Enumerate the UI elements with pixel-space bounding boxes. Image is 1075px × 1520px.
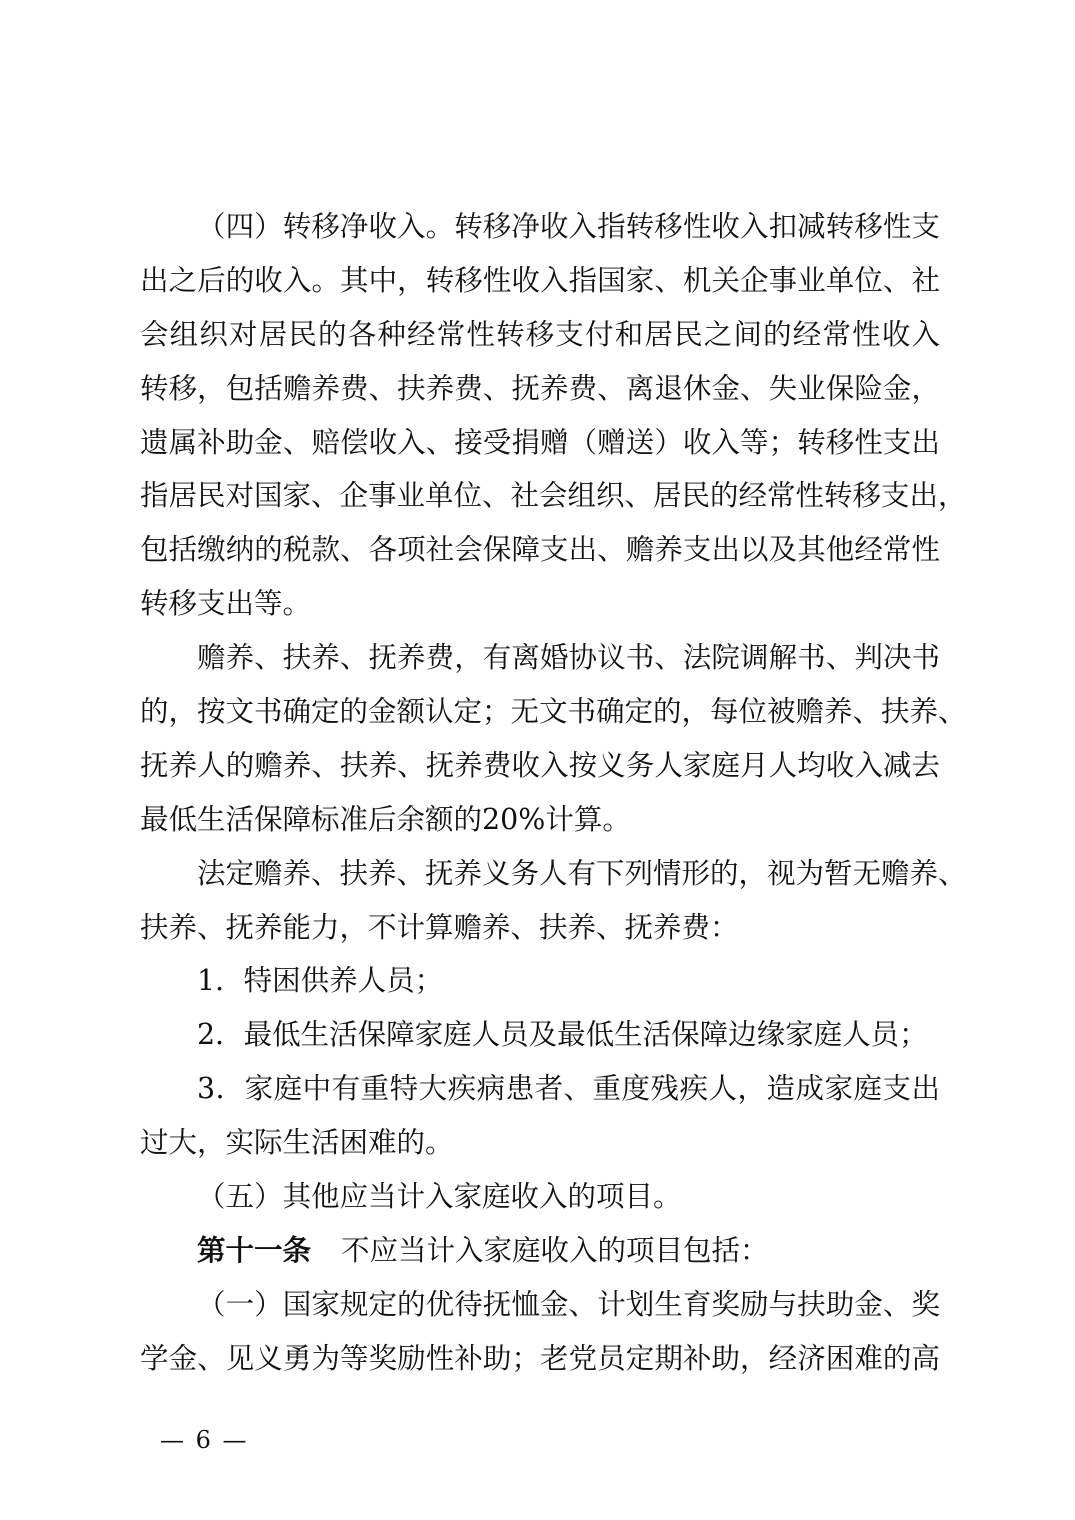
paragraph-line: 指居民对国家、企事业单位、社会组织、居民的经常性转移支出， — [140, 479, 967, 513]
paragraph-line: 过大，实际生活困难的。 — [140, 1126, 454, 1160]
paragraph-line: 转移，包括赡养费、扶养费、抚养费、离退休金、失业保险金， — [140, 371, 940, 405]
paragraph-line: 会组织对居民的各种经常性转移支付和居民之间的经常性收入 — [140, 317, 940, 351]
paragraph-line: （五）其他应当计入家庭收入的项目。 — [197, 1180, 682, 1214]
paragraph-line: 转移支出等。 — [140, 587, 312, 621]
paragraph-line: 最低生活保障标准后余额的20%计算。 — [140, 802, 631, 836]
article-heading: 第十一条 — [197, 1232, 312, 1267]
list-item: 3．家庭中有重特大疾病患者、重度残疾人，造成家庭支出 — [197, 1072, 940, 1106]
paragraph-line: 扶养、抚养能力，不计算赡养、扶养、抚养费： — [140, 910, 739, 944]
paragraph-line: （一）国家规定的优待抚恤金、计划生育奖励与扶助金、奖 — [197, 1287, 940, 1321]
list-item: 2．最低生活保障家庭人员及最低生活保障边缘家庭人员； — [197, 1018, 928, 1052]
paragraph-line: 抚养人的赡养、扶养、抚养费收入按义务人家庭月人均收入减去 — [140, 748, 940, 782]
page-number: — 6 — — [160, 1426, 249, 1454]
list-item: 1．特困供养人员； — [197, 964, 444, 998]
article-text: 不应当计入家庭收入的项目包括： — [341, 1233, 769, 1267]
paragraph-line: 法定赡养、扶养、抚养义务人有下列情形的，视为暂无赡养、 — [197, 856, 967, 890]
paragraph-line: 学金、见义勇为等奖励性补助；老党员定期补助，经济困难的高 — [140, 1341, 940, 1375]
paragraph-line: 出之后的收入。其中，转移性收入指国家、机关企事业单位、社 — [140, 263, 940, 297]
article-line — [140, 1224, 940, 1278]
paragraph-line: 包括缴纳的税款、各项社会保障支出、赡养支出以及其他经常性 — [140, 533, 940, 567]
paragraph-line: 赡养、扶养、抚养费，有离婚协议书、法院调解书、判决书 — [197, 641, 940, 675]
paragraph-line: 的，按文书确定的金额认定；无文书确定的，每位被赡养、扶养、 — [140, 695, 967, 729]
paragraph-line: 遗属补助金、赔偿收入、接受捐赠（赠送）收入等；转移性支出 — [140, 425, 940, 459]
paragraph-line: （四）转移净收入。转移净收入指转移性收入扣减转移性支 — [197, 210, 940, 243]
document-body — [140, 200, 967, 1386]
